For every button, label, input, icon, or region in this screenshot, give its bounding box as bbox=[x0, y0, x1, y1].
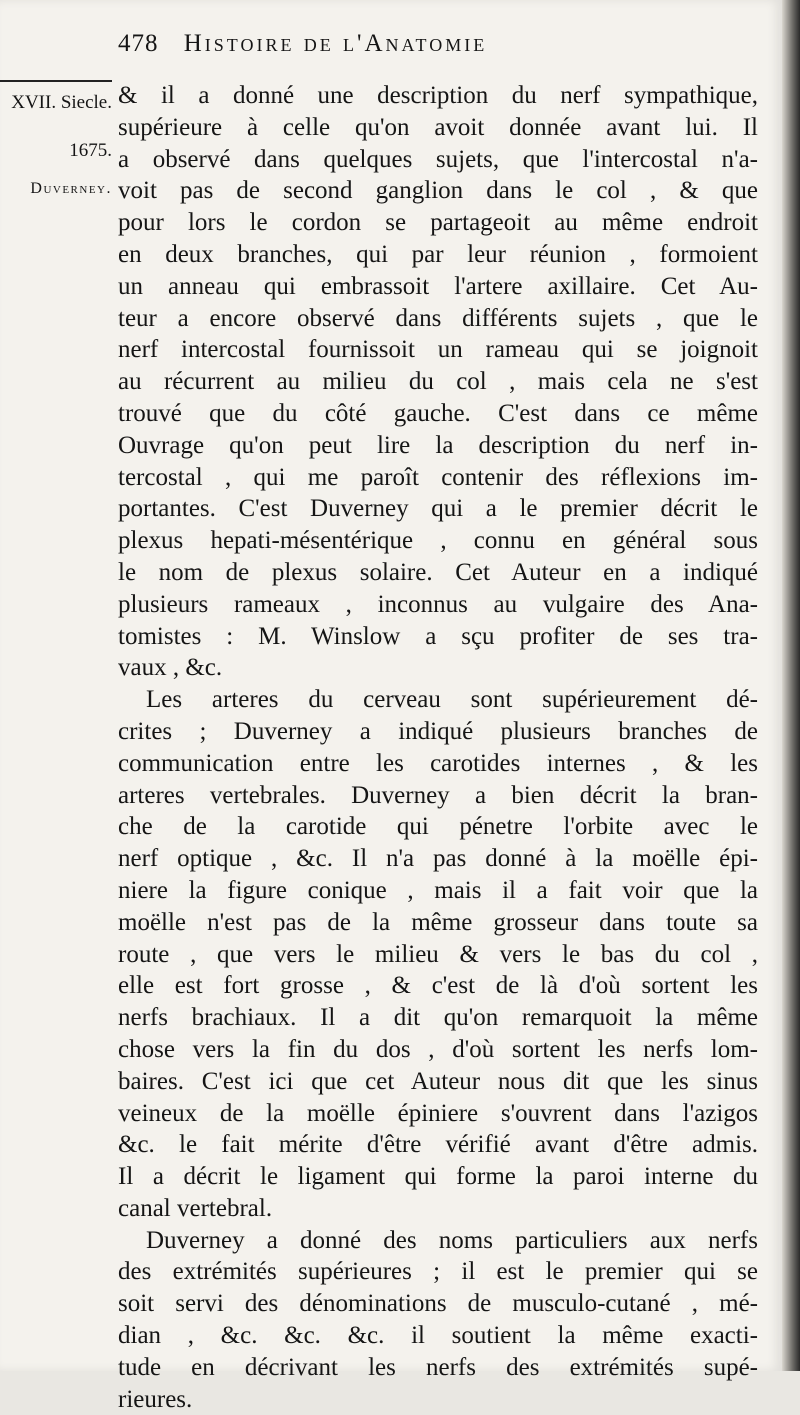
text-line: pour lors le cordon se partageoit au même endroit bbox=[118, 209, 758, 237]
margin-note-name: Duverney. bbox=[30, 180, 112, 197]
text-line: veineux de la moëlle épiniere s'ouvrent dans l'azigos bbox=[118, 1099, 758, 1127]
text-line: tomistes : M. Winslow a sçu profiter de ses tra- bbox=[118, 622, 758, 650]
margin-rule bbox=[0, 80, 112, 82]
text-line: Les arteres du cerveau sont supérieurement dé- bbox=[146, 686, 758, 714]
text-line: tercostal , qui me paroît contenir des réflexions im- bbox=[118, 463, 758, 491]
text-line: nerfs brachiaux. Il a dit qu'on remarquoit la même bbox=[118, 1004, 758, 1032]
margin-note-century: XVII. Siecle. bbox=[11, 92, 112, 113]
text-line: a observé dans quelques sujets, que l'intercostal n'a- bbox=[118, 145, 758, 173]
text-line: elle est fort grosse , & c'est de là d'où sortent les bbox=[118, 972, 758, 1000]
text-line: nerf optique , &c. Il n'a pas donné à la moëlle épi- bbox=[118, 845, 758, 873]
text-line: plusieurs rameaux , inconnus au vulgaire des Ana- bbox=[118, 590, 758, 618]
page-edge-shadow bbox=[782, 0, 800, 1371]
text-line: nerf intercostal fournissoit un rameau qui se joignoit bbox=[118, 336, 758, 364]
text-line: & il a donné une description du nerf sympathique, bbox=[118, 82, 758, 109]
text-line: Ouvrage qu'on peut lire la description du nerf in- bbox=[118, 431, 758, 459]
text-line: route , que vers le milieu & vers le bas du col , bbox=[118, 940, 758, 968]
running-header bbox=[118, 30, 758, 70]
text-line: au récurrent au milieu du col , mais cela ne s'est bbox=[118, 368, 758, 396]
text-line: trouvé que du côté gauche. C'est dans ce même bbox=[118, 399, 758, 427]
text-line: teur a encore observé dans différents sujets , que le bbox=[118, 304, 758, 332]
text-line: le nom de plexus solaire. Cet Auteur en a indiqué bbox=[118, 558, 758, 586]
text-line: un anneau qui embrassoit l'artere axillaire. Cet Au- bbox=[118, 272, 758, 300]
text-line: communication entre les carotides internes , & les bbox=[118, 749, 758, 777]
text-line: che de la carotide qui pénetre l'orbite avec le bbox=[118, 813, 758, 841]
margin-note-year: 1675. bbox=[69, 140, 112, 161]
text-line: plexus hepati-mésentérique , connu en général sous bbox=[118, 527, 758, 555]
page-number: 478 bbox=[118, 30, 159, 57]
body-text bbox=[118, 80, 758, 1415]
text-line: Duverney a donné des noms particuliers aux nerfs bbox=[146, 1226, 758, 1254]
text-line: arteres vertebrales. Duverney a bien décrit la bran- bbox=[118, 781, 758, 809]
text-line: des extrémités supérieures ; il est le premier qui se bbox=[118, 1258, 758, 1286]
text-line: Il a décrit le ligament qui forme la paroi interne du bbox=[118, 1163, 758, 1191]
text-line: moëlle n'est pas de la même grosseur dans toute sa bbox=[118, 908, 758, 936]
text-line: chose vers la fin du dos , d'où sortent les nerfs lom- bbox=[118, 1035, 758, 1063]
text-line: portantes. C'est Duverney qui a le premier décrit le bbox=[118, 495, 758, 523]
text-line: baires. C'est ici que cet Auteur nous dit que les sinus bbox=[118, 1067, 758, 1095]
text-line: canal vertebral. bbox=[118, 1194, 273, 1222]
running-title: Histoire de l'Anatomie bbox=[183, 30, 488, 57]
text-line: niere la figure conique , mais il a fait voir que la bbox=[118, 876, 758, 904]
text-line: crites ; Duverney a indiqué plusieurs branches de bbox=[118, 717, 758, 745]
text-line: dian , &c. &c. &c. il soutient la même exacti- bbox=[118, 1322, 758, 1350]
text-line: rieures. bbox=[118, 1385, 193, 1413]
text-line: &c. le fait mérite d'être vérifié avant d'être admis. bbox=[118, 1131, 758, 1159]
text-line: vaux , &c. bbox=[118, 654, 223, 682]
text-line: voit pas de second ganglion dans le col , & que bbox=[118, 177, 758, 205]
text-line: supérieure à celle qu'on avoit donnée avant lui. Il bbox=[118, 113, 758, 141]
text-line: en deux branches, qui par leur réunion , formoient bbox=[118, 240, 758, 268]
text-line: soit servi des dénominations de musculo-cutané , mé- bbox=[118, 1290, 758, 1318]
text-line: tude en décrivant les nerfs des extrémités supé- bbox=[118, 1353, 758, 1381]
